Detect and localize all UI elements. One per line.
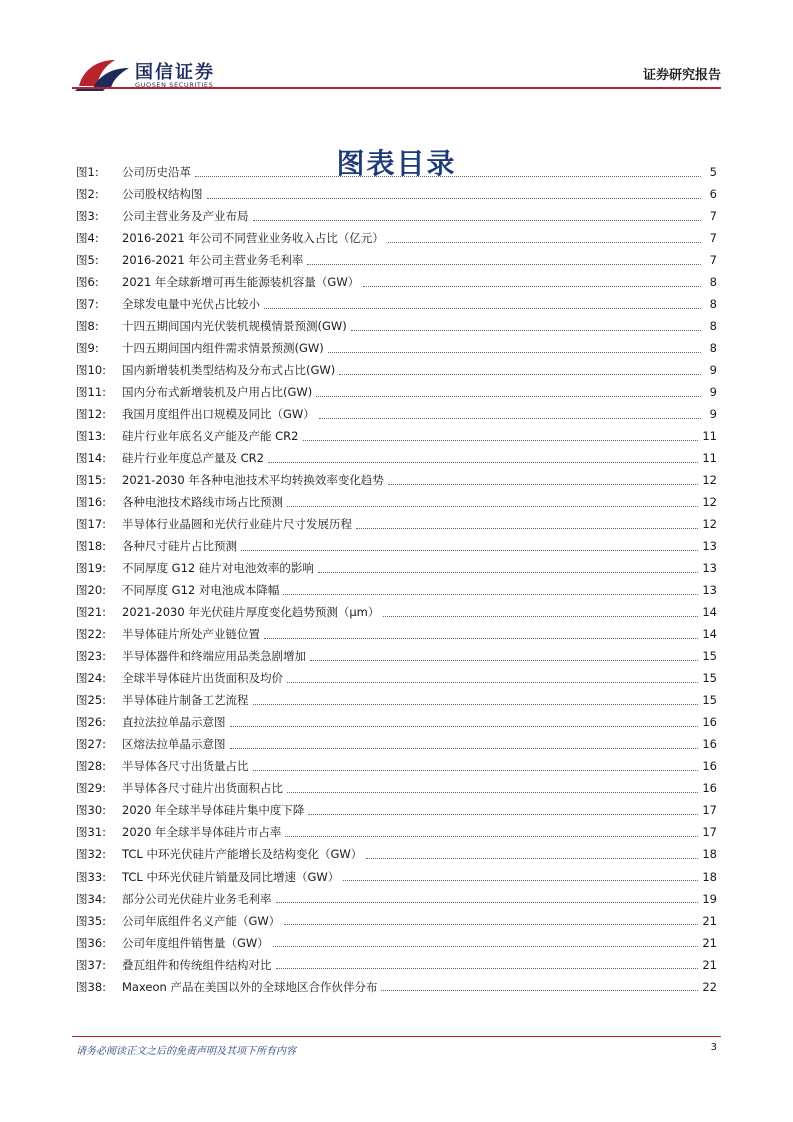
toc-entry-label: 图18: (76, 539, 107, 554)
toc-entry-label: 图23: (76, 649, 107, 664)
toc-entry-label: 图26: (76, 715, 107, 730)
toc-entry-title: 公司股权结构图 (122, 187, 203, 202)
toc-entry-leader (285, 836, 698, 837)
toc-entry-leader (230, 726, 699, 727)
toc-entry-page: 8 (709, 341, 717, 356)
toc-entry-leader (287, 506, 698, 507)
toc-entry-leader (273, 946, 699, 947)
toc-entry-title: 2021-2030 年光伏硅片厚度变化趋势预测（μm） (122, 605, 380, 620)
toc-entry-label: 图29: (76, 781, 107, 796)
toc-entry-page: 16 (702, 715, 717, 730)
toc-entry-page: 14 (702, 627, 717, 642)
toc-entry[interactable] (76, 381, 717, 403)
toc-entry-page: 5 (709, 165, 717, 179)
toc-entry-leader (253, 704, 699, 705)
toc-entry-leader (388, 484, 699, 485)
toc-entry-title: 2020 年全球半导体硅片集中度下降 (122, 803, 305, 818)
toc-entry-title: 国内分布式新增装机及户用占比(GW) (122, 385, 313, 400)
toc-entry-page: 11 (702, 429, 717, 444)
toc-entry-page: 16 (702, 737, 717, 752)
toc-entry-label: 图17: (76, 517, 107, 532)
toc-entry-label: 图7: (76, 297, 99, 312)
toc-entry-title: 2021 年全球新增可再生能源装机容量（GW） (122, 275, 360, 290)
toc-entry-label: 图37: (76, 957, 107, 972)
toc-entry-label: 图10: (76, 363, 107, 378)
toc-entry-title: 公司年度组件销售量（GW） (122, 935, 269, 950)
footer-divider (72, 1036, 721, 1037)
disclaimer: 请务必阅读正文之后的免责声明及其项下所有内容 (76, 1046, 296, 1057)
toc-entry-page: 8 (709, 319, 717, 334)
toc-entry-title: 部分公司光伏硅片业务毛利率 (122, 891, 272, 906)
toc-entry-title: 全球发电量中光伏占比较小 (122, 297, 260, 312)
toc-entry-leader (276, 902, 699, 903)
toc-entry-title: 区熔法拉单晶示意图 (122, 737, 226, 752)
toc-entry-label: 图35: (76, 913, 107, 928)
toc-entry-page: 17 (702, 803, 717, 818)
toc-entry-page: 21 (702, 957, 717, 972)
toc-entry[interactable] (76, 403, 717, 425)
report-type: 证券研究报告 (642, 68, 721, 83)
toc-entry[interactable] (76, 932, 717, 954)
toc-entry[interactable] (76, 425, 717, 447)
toc-entry[interactable] (76, 513, 717, 535)
toc-entry-label: 图32: (76, 847, 107, 862)
toc-entry-leader (195, 176, 701, 177)
toc-entry-label: 图33: (76, 869, 107, 884)
toc-entry-label: 图1: (76, 165, 99, 179)
toc-entry-page: 7 (709, 231, 717, 246)
toc-entry-label: 图24: (76, 671, 107, 686)
toc-entry-page: 17 (702, 825, 717, 840)
toc-entry-leader (381, 990, 698, 991)
toc-entry-leader (319, 418, 701, 419)
toc-entry[interactable] (76, 843, 717, 865)
toc-entry-page: 12 (702, 517, 717, 532)
toc-entry[interactable] (76, 910, 717, 932)
toc-entry-leader (366, 858, 698, 859)
toc-entry-page: 16 (702, 759, 717, 774)
toc-entry-page: 14 (702, 605, 717, 620)
toc-entry-label: 图15: (76, 473, 107, 488)
toc-entry[interactable] (76, 888, 717, 910)
toc-entry-label: 图20: (76, 583, 107, 598)
toc-entry-page: 15 (702, 671, 717, 686)
toc-entry-leader (316, 396, 701, 397)
toc-entry-title: 半导体硅片所处产业链位置 (122, 627, 260, 642)
toc-entry-label: 图19: (76, 561, 107, 576)
toc-entry-title: 公司主营业务及产业布局 (122, 209, 249, 224)
toc-entry-leader (308, 814, 698, 815)
toc-entry-leader (363, 286, 701, 287)
toc-entry-leader (241, 550, 698, 551)
toc-entry-title: Maxeon 产品在美国以外的全球地区合作伙伴分布 (122, 979, 378, 994)
toc-entry-title: 我国月度组件出口规模及同比（GW） (122, 407, 315, 422)
toc-entry[interactable] (76, 623, 717, 645)
toc-entry-title: 公司年底组件名义产能（GW） (122, 913, 281, 928)
toc-entry-title: 2021-2030 年各种电池技术平均转换效率变化趋势 (122, 473, 384, 488)
toc-entry-title: 半导体各尺寸硅片出货面积占比 (122, 781, 283, 796)
toc-entry-label: 图4: (76, 231, 99, 246)
toc-entry-page: 21 (702, 913, 717, 928)
toc-entry[interactable] (76, 821, 717, 843)
toc-entry-page: 18 (702, 869, 717, 884)
toc-entry-leader (318, 572, 699, 573)
toc-entry-label: 图36: (76, 935, 107, 950)
toc-entry-label: 图38: (76, 979, 107, 994)
toc-entry-title: 半导体器件和终端应用品类急剧增加 (122, 649, 306, 664)
toc-entry-page: 18 (702, 847, 717, 862)
toc-entry[interactable] (76, 293, 717, 315)
toc-entry[interactable] (76, 359, 717, 381)
toc-entry-page: 15 (702, 693, 717, 708)
toc-entry-leader (287, 792, 698, 793)
toc-entry-leader (339, 374, 701, 375)
toc-entry-label: 图25: (76, 693, 107, 708)
toc-entry-page: 8 (709, 297, 717, 312)
toc-entry-page: 21 (702, 935, 717, 950)
toc-entry[interactable] (76, 447, 717, 469)
toc-entry-leader (268, 462, 698, 463)
toc-entry-title: 半导体各尺寸出货量占比 (122, 759, 249, 774)
toc-entry-page: 7 (709, 253, 717, 268)
toc-entry-title: 硅片行业年底名义产能及产能 CR2 (122, 429, 299, 444)
toc-entry-leader (356, 528, 698, 529)
toc-entry-label: 图13: (76, 429, 107, 444)
toc-entry-label: 图28: (76, 759, 107, 774)
toc-entry-page: 22 (702, 979, 717, 994)
toc-entry-leader (287, 682, 698, 683)
toc-entry[interactable] (76, 271, 717, 293)
toc-entry-title: 十四五期间国内组件需求情景预测(GW) (122, 341, 324, 356)
toc-entry-title: 公司历史沿革 (122, 165, 191, 179)
toc-entry-title: 叠瓦组件和传统组件结构对比 (122, 957, 272, 972)
toc-entry-page: 13 (702, 561, 717, 576)
toc-entry-title: 全球半导体硅片出货面积及均价 (122, 671, 283, 686)
toc-entry-leader (328, 352, 701, 353)
toc-entry-label: 图2: (76, 187, 99, 202)
toc-entry-label: 图9: (76, 341, 99, 356)
toc-entry-leader (343, 880, 698, 881)
toc-entry-leader (207, 198, 702, 199)
toc-entry[interactable] (76, 711, 717, 733)
toc-entry[interactable] (76, 954, 717, 976)
toc-entry[interactable] (76, 579, 717, 601)
page-number: 3 (710, 1042, 717, 1053)
toc-entry[interactable] (76, 777, 717, 799)
toc-entry-title: 直拉法拉单晶示意图 (122, 715, 226, 730)
toc-entry-label: 图27: (76, 737, 107, 752)
toc-entry-title: 2020 年全球半导体硅片市占率 (122, 825, 282, 840)
toc-entry[interactable] (76, 535, 717, 557)
toc-entry-label: 图21: (76, 605, 107, 620)
toc-entry[interactable] (76, 645, 717, 667)
toc-entry[interactable] (76, 491, 717, 513)
toc-entry-page: 13 (702, 583, 717, 598)
toc-entry-leader (253, 770, 699, 771)
toc-entry-leader (303, 440, 699, 441)
toc-entry-title: 半导体行业晶圆和光伏行业硅片尺寸发展历程 (122, 517, 352, 532)
toc-entry[interactable] (76, 205, 717, 227)
toc-entry-page: 12 (702, 473, 717, 488)
toc-entry-page: 12 (702, 495, 717, 510)
toc-entry-title: TCL 中环光伏硅片产能增长及结构变化（GW） (122, 847, 363, 862)
toc-entry-title: 十四五期间国内光伏装机规模情景预测(GW) (122, 319, 347, 334)
toc-entry-page: 6 (709, 187, 717, 202)
toc-entry[interactable] (76, 667, 717, 689)
toc-entry-label: 图34: (76, 891, 107, 906)
toc-entry-label: 图5: (76, 253, 99, 268)
toc-entry[interactable] (76, 976, 717, 998)
toc-entry-label: 图3: (76, 209, 99, 224)
toc-entry-title: 各种尺寸硅片占比预测 (122, 539, 237, 554)
toc-entry-page: 8 (709, 275, 717, 290)
logo-chinese-name: 国信证券 (135, 62, 215, 83)
toc-entry-label: 图14: (76, 451, 107, 466)
toc-entry-leader (230, 748, 699, 749)
toc-entry-label: 图12: (76, 407, 107, 422)
toc-entry[interactable] (76, 469, 717, 491)
toc-entry-page: 9 (709, 363, 717, 378)
toc-entry-label: 图30: (76, 803, 107, 818)
toc-entry-page: 9 (709, 385, 717, 400)
toc-entry-label: 图22: (76, 627, 107, 642)
logo-english-name: GUOSEN SECURITIES (135, 81, 214, 89)
figure-index-list (76, 161, 717, 998)
toc-entry[interactable] (76, 161, 717, 183)
toc-entry[interactable] (76, 866, 717, 888)
toc-entry-page: 16 (702, 781, 717, 796)
toc-entry-label: 图8: (76, 319, 99, 334)
toc-entry-leader (307, 264, 701, 265)
toc-entry-leader (264, 308, 701, 309)
toc-entry-title: 2016-2021 年公司不同营业业务收入占比（亿元） (122, 231, 384, 246)
toc-entry[interactable] (76, 601, 717, 623)
toc-entry[interactable] (76, 183, 717, 205)
toc-entry-leader (264, 638, 698, 639)
page-title: 图表目录 (336, 146, 457, 180)
toc-entry-page: 13 (702, 539, 717, 554)
toc-entry-leader (284, 924, 698, 925)
toc-entry[interactable] (76, 755, 717, 777)
toc-entry-title: 2016-2021 年公司主营业务毛利率 (122, 253, 304, 268)
toc-entry-title: 各种电池技术路线市场占比预测 (122, 495, 283, 510)
toc-entry[interactable] (76, 557, 717, 579)
toc-entry-leader (310, 660, 698, 661)
toc-entry-page: 19 (702, 891, 717, 906)
toc-entry-title: 国内新增装机类型结构及分布式占比(GW) (122, 363, 336, 378)
toc-entry-leader (388, 242, 701, 243)
toc-entry-title: 硅片行业年度总产量及 CR2 (122, 451, 264, 466)
toc-entry[interactable] (76, 689, 717, 711)
toc-entry[interactable] (76, 337, 717, 359)
toc-entry-title: TCL 中环光伏硅片销量及同比增速（GW） (122, 869, 340, 884)
toc-entry-leader (383, 616, 698, 617)
toc-entry-leader (253, 220, 702, 221)
toc-entry[interactable] (76, 227, 717, 249)
toc-entry[interactable] (76, 315, 717, 337)
toc-entry-label: 图6: (76, 275, 99, 290)
toc-entry-label: 图16: (76, 495, 107, 510)
toc-entry-leader (283, 594, 698, 595)
page-header (0, 0, 793, 100)
toc-entry-label: 图11: (76, 385, 107, 400)
toc-entry-page: 11 (702, 451, 717, 466)
toc-entry-title: 不同厚度 G12 对电池成本降幅 (122, 583, 280, 598)
toc-entry-leader (351, 330, 701, 331)
toc-entry-page: 9 (709, 407, 717, 422)
toc-entry-title: 不同厚度 G12 硅片对电池效率的影响 (122, 561, 314, 576)
toc-entry-title: 半导体硅片制备工艺流程 (122, 693, 249, 708)
toc-entry-page: 7 (709, 209, 717, 224)
toc-entry-leader (276, 968, 699, 969)
toc-entry-label: 图31: (76, 825, 107, 840)
toc-entry[interactable] (76, 249, 717, 271)
toc-entry[interactable] (76, 799, 717, 821)
toc-entry[interactable] (76, 733, 717, 755)
header-divider (72, 87, 721, 89)
toc-entry-page: 15 (702, 649, 717, 664)
